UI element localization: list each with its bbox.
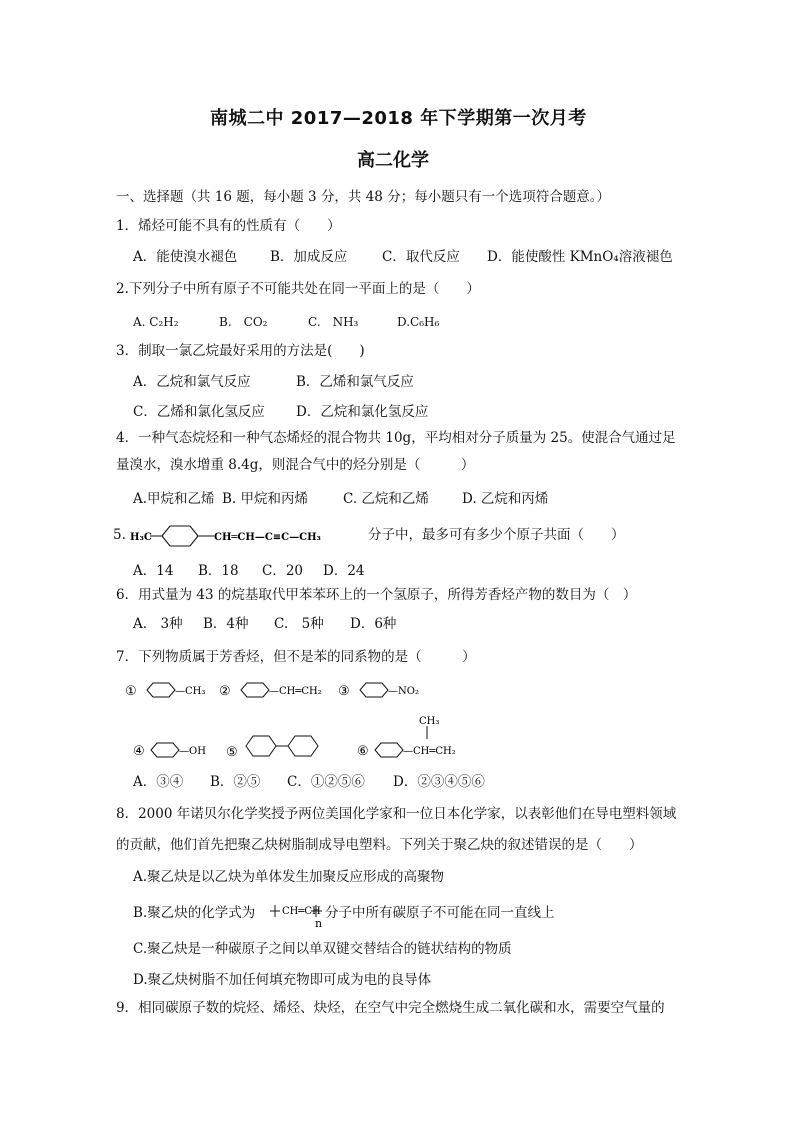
q4-stem-line1: 4．一种气态烷烃和一种气态烯烃的混合物共 10g，平均相对分子质量为 25。使混合气通过足	[116, 430, 676, 446]
q1-stem: 1．烯烃可能不具有的性质有（ ）	[116, 218, 341, 234]
q8-formula-n: n	[315, 917, 323, 929]
q7-m3-number: ③	[338, 684, 350, 699]
q4-option-c: C. 乙烷和乙烯	[343, 491, 429, 507]
q7-molecule-4	[133, 739, 223, 765]
q3-option-a: A．乙烷和氯气反应	[133, 374, 251, 390]
q8-formula-text: CH═CH	[282, 906, 321, 917]
benzene-ring-icon	[375, 743, 403, 757]
q8-option-b-suffix: 分子中所有碳原子不可能在同一直线上	[325, 905, 555, 921]
q7-m2-number: ②	[219, 684, 231, 699]
q7-m5-number: ⑤	[226, 745, 238, 760]
q8-option-d: D.聚乙炔树脂不加任何填充物即可成为电的良导体	[133, 972, 432, 988]
q3-option-d: D．乙烷和氯化氢反应	[296, 404, 429, 420]
q5-stem: 分子中，最多可有多少个原子共面（ ）	[368, 527, 625, 543]
q7-m6-group: —CH═CH₂	[403, 746, 456, 757]
q4-option-d: D. 乙烷和丙烯	[462, 491, 549, 507]
q6-option-c: C. 5种	[274, 616, 324, 632]
benzene-ring-icon	[162, 526, 198, 546]
q7-option-c: C．①②⑤⑥	[287, 774, 365, 790]
q8-option-c: C.聚乙炔是一种碳原子之间以单双键交替结合的链状结构的物质	[133, 941, 512, 957]
q1-option-c: C．取代反应	[382, 249, 460, 265]
q8-stem-line1: 8．2000 年诺贝尔化学奖授予两位美国化学家和一位日本化学家，以表彰他们在导电塑料领域	[116, 806, 677, 822]
section-header: 一、选择题（共 16 题，每小题 3 分，共 48 分；每小题只有一个选项符合题意。）	[116, 189, 610, 205]
q5-option-a: A．14	[133, 563, 174, 579]
q2-option-b: B. CO₂	[219, 315, 268, 329]
q7-option-b: B．②⑤	[210, 774, 261, 790]
q5-chain-label: CH═CH—C≡C—CH₃	[214, 532, 321, 543]
q7-m3-group: —NO₂	[388, 686, 419, 697]
q7-m1-number: ①	[125, 684, 137, 699]
q3-stem: 3．制取一氯乙烷最好采用的方法是( )	[116, 343, 365, 359]
q5-molecule	[130, 521, 366, 553]
q7-m2-group: —CH═CH₂	[269, 686, 322, 697]
benzene-ring-icon	[151, 743, 179, 757]
q7-m6-top-group: CH₃	[419, 716, 440, 727]
q7-m4-group: —OH	[179, 746, 206, 757]
q6-option-a: A. 3种	[133, 616, 183, 632]
q8-option-b-prefix: B.聚乙炔的化学式为	[133, 905, 256, 921]
q1-option-b: B．加成反应	[270, 249, 348, 265]
q3-option-c: C．乙烯和氯化氢反应	[133, 404, 265, 420]
benzene-ring-icon	[147, 683, 175, 697]
q7-stem: 7．下列物质属于芳香烃，但不是苯的同系物的是（ ）	[116, 649, 476, 665]
q8-polymer-formula	[268, 899, 324, 933]
q2-option-d: D.C₆H₆	[397, 315, 440, 329]
q7-molecule-3	[338, 679, 438, 705]
q4-option-b: B. 甲烷和丙烯	[222, 491, 309, 507]
q2-option-c: C. NH₃	[308, 315, 359, 329]
exam-title: 南城二中 2017—2018 年下学期第一次月考	[210, 108, 587, 129]
q7-m6-number: ⑥	[357, 744, 369, 759]
q1-option-a: A．能使溴水褪色	[133, 249, 238, 265]
q4-option-a: A.甲烷和乙烯	[133, 491, 215, 507]
q3-option-b: B．乙烯和氯气反应	[296, 374, 414, 390]
q7-molecule-2	[219, 679, 339, 705]
q4-stem-line2: 量溴水，溴水增重 8.4g，则混合气中的烃分别是（ ）	[116, 457, 475, 473]
q7-m4-number: ④	[133, 744, 145, 759]
benzene-ring-icon	[288, 736, 318, 756]
q5-option-c: C．20	[262, 563, 304, 579]
q7-m1-group: —CH₃	[175, 686, 206, 697]
q5-option-b: B．18	[198, 563, 239, 579]
q7-molecule-1	[125, 679, 215, 705]
q7-molecule-6	[357, 712, 477, 764]
subject-title: 高二化学	[357, 150, 429, 171]
q2-option-a: A. C₂H₂	[133, 315, 179, 329]
benzene-ring-icon	[360, 683, 388, 697]
q6-option-b: B．4种	[203, 616, 249, 632]
benzene-ring-icon	[241, 683, 269, 697]
q2-stem: 2.下列分子中所有原子不可能共处在同一平面上的是（ ）	[116, 281, 480, 297]
q6-option-d: D．6种	[350, 616, 397, 632]
q5-option-d: D．24	[323, 563, 365, 579]
q1-option-d: D．能使酸性 KMnO₄溶液褪色	[487, 249, 673, 265]
q9-stem-line1: 9．相同碳原子数的烷烃、烯烃、炔烃，在空气中完全燃烧生成二氧化碳和水，需要空气量的	[116, 1000, 665, 1016]
q5-number: 5.	[113, 527, 126, 543]
q7-option-d: D．②③④⑤⑥	[393, 774, 485, 790]
q8-stem-line2: 的贡献，他们首先把聚乙炔树脂制成导电塑料。下列关于聚乙炔的叙述错误的是（ ）	[116, 837, 643, 853]
q6-stem: 6．用式量为 43 的烷基取代甲苯苯环上的一个氢原子，所得芳香烃产物的数目为（ ）	[116, 587, 637, 603]
q7-molecule-5	[226, 730, 336, 766]
q7-option-a: A．③④	[133, 774, 184, 790]
q8-option-a: A.聚乙炔是以乙炔为单体发生加聚反应形成的高聚物	[133, 869, 445, 885]
q5-h3c-label: H₃C	[130, 532, 152, 543]
benzene-ring-icon	[246, 736, 276, 756]
